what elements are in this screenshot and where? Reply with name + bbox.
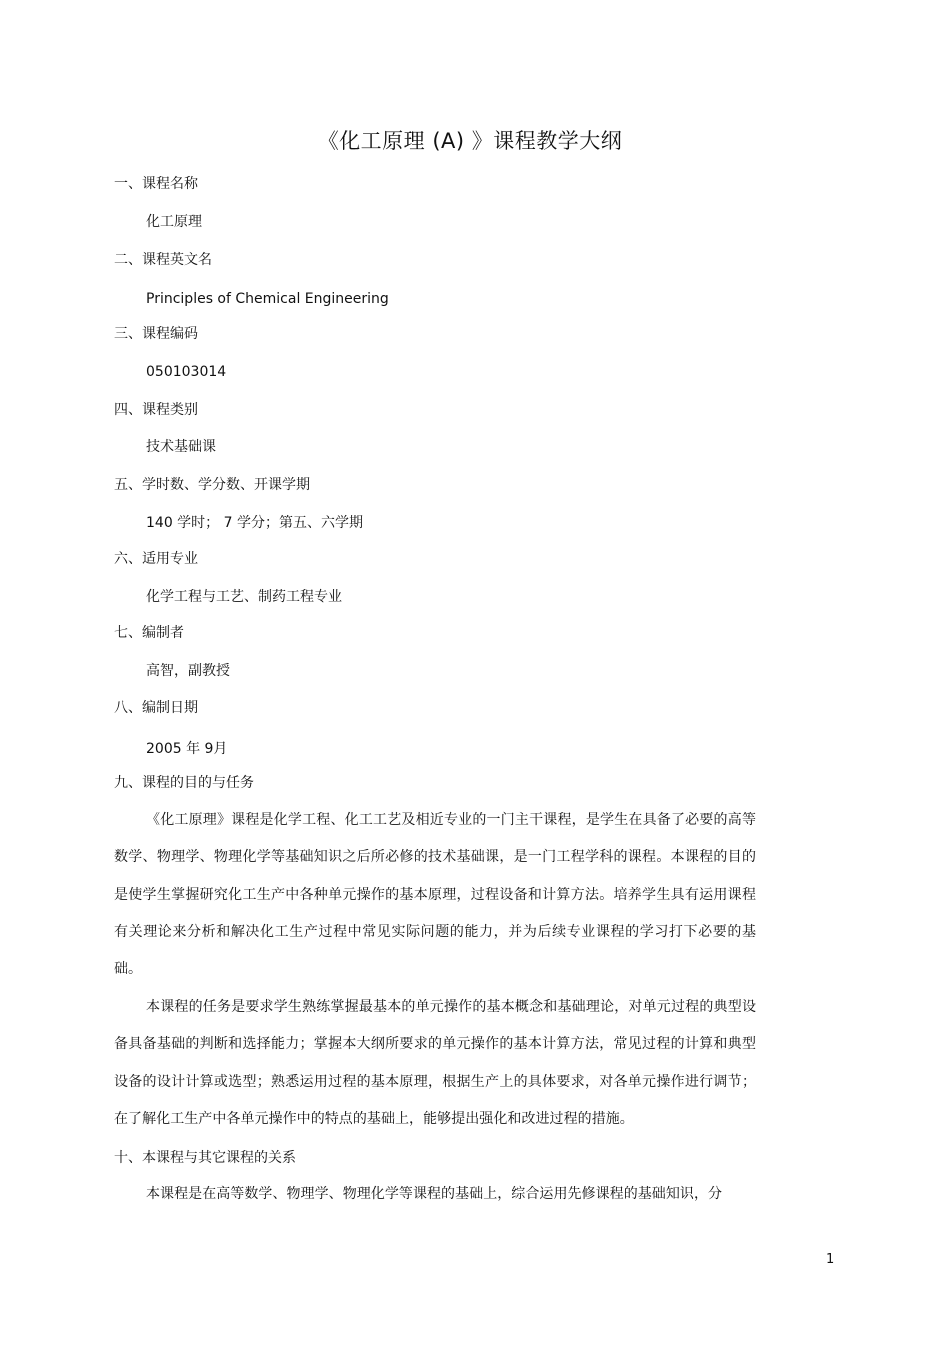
section-2-heading: 二、课程英文名: [114, 252, 212, 268]
section-9-paragraph-1: 《化工原理》课程是化学工程、化工工艺及相近专业的一门主干课程，是学生在具备了必要的高等数学、物理学、物理化学等基础知识之后所必修的技术基础课，是一门工程学科的课程。本课程的目的是使学生掌握研究化工生产中各种单元操作的基本原理，过程设备和计算方法。培养学生具有运用课程有关理论来分析和解决化工生产过程中常见实际问题的能力，并为后续专业课程的学习打下必要的基础。: [114, 812, 756, 978]
section-7-value: 高智，副教授: [146, 663, 230, 679]
section-7-heading: 七、编制者: [114, 625, 184, 641]
section-3-heading: 三、课程编码: [114, 326, 198, 342]
section-9-paragraph-2: 本课程的任务是要求学生熟练掌握最基本的单元操作的基本概念和基础理论，对单元过程的典型设备具备基础的判断和选择能力；掌握本大纲所要求的单元操作的基本计算方法，常见过程的计算和典型设备的设计计算或选型；熟悉运用过程的基本原理，根据生产上的具体要求，对各单元操作进行调节；在了解化工生产中各单元操作中的特点的基础上，能够提出强化和改进过程的措施。: [114, 999, 756, 1127]
section-4-heading: 四、课程类别: [114, 402, 198, 418]
page-number: 1: [826, 1252, 835, 1267]
section-6-value: 化学工程与工艺、制药工程专业: [146, 589, 342, 605]
section-8-heading: 八、编制日期: [114, 700, 198, 716]
section-9-heading: 九、课程的目的与任务: [114, 775, 254, 791]
section-2-value: Principles of Chemical Engineering: [146, 291, 389, 307]
section-1-heading: 一、课程名称: [114, 176, 198, 192]
section-10-paragraph: 本课程是在高等数学、物理学、物理化学等课程的基础上，综合运用先修课程的基础知识，分: [146, 1186, 723, 1202]
section-10-heading: 十、本课程与其它课程的关系: [114, 1150, 296, 1166]
section-6-heading: 六、适用专业: [114, 551, 198, 567]
document-title: 《化工原理 (A) 》课程教学大纲: [317, 129, 623, 153]
section-3-value: 050103014: [146, 364, 227, 380]
section-5-heading: 五、学时数、学分数、开课学期: [114, 477, 310, 493]
section-4-value: 技术基础课: [146, 439, 216, 455]
section-8-value: 2005 年 9月: [146, 741, 228, 757]
section-1-value: 化工原理: [146, 214, 202, 230]
section-5-value: 140 学时； 7 学分；第五、六学期: [146, 515, 363, 531]
